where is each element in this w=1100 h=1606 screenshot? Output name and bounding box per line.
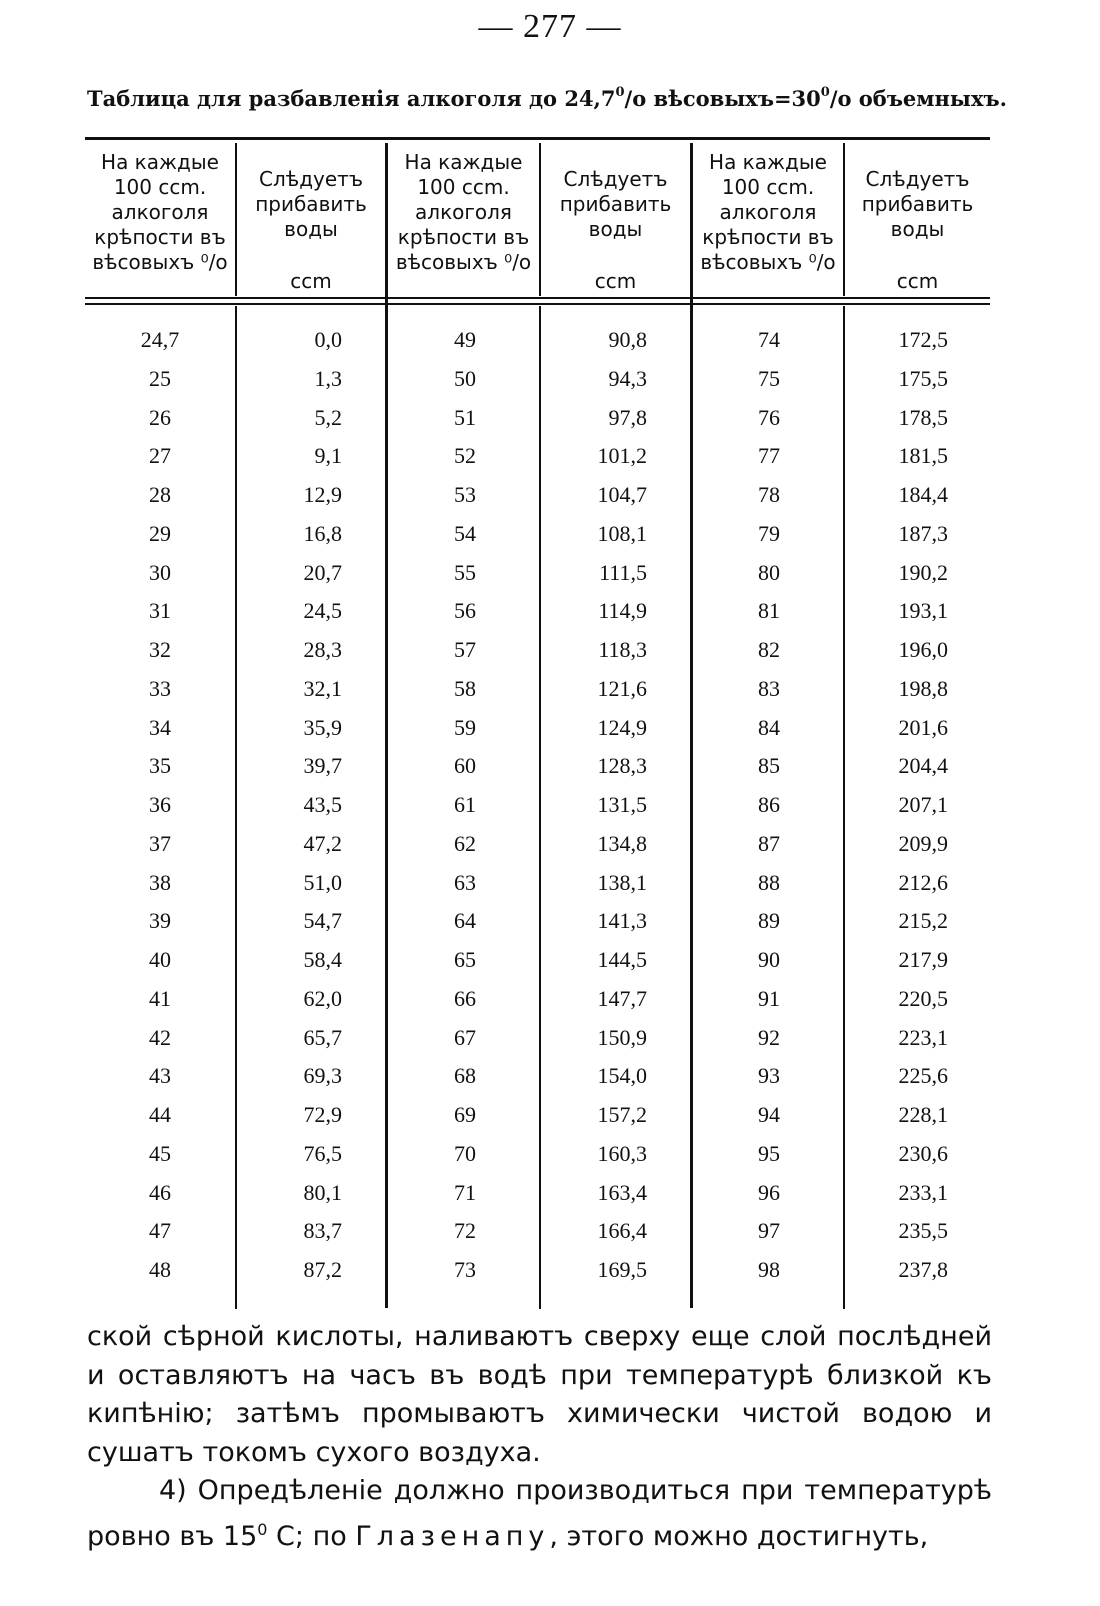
author-name: Глазенапу (355, 1520, 550, 1552)
water-cell: 16,8 (303, 520, 342, 546)
strength-cell: 28 (149, 482, 171, 507)
percent-superscript: 0 (820, 85, 830, 100)
strength-cell: 40 (149, 947, 171, 972)
header-line: Слѣдуетъ (563, 167, 668, 191)
water-cell: 204,4 (898, 753, 948, 779)
strength-cell: 87 (758, 830, 780, 856)
strength-cell: 90 (758, 947, 780, 972)
water-cell: 230,6 (898, 1140, 948, 1166)
strength-cell: 34 (149, 714, 171, 740)
strength-cell: 65 (454, 947, 476, 972)
strength-cell: 63 (454, 869, 476, 895)
strength-cell: 85 (758, 753, 780, 779)
degree-superscript: 0 (257, 1519, 268, 1539)
water-cell: 51,0 (303, 869, 342, 895)
header-line: вѣсовыхъ ⁰/о (700, 250, 836, 274)
table-title (87, 86, 1017, 111)
water-cell: 217,9 (898, 947, 948, 972)
strength-cell: 74 (758, 327, 780, 352)
strength-cell: 53 (454, 482, 476, 507)
header-line: воды (890, 217, 945, 241)
strength-cell: 76 (758, 404, 780, 430)
strength-cell: 88 (758, 869, 780, 895)
strength-cell: 68 (454, 1063, 476, 1089)
water-column (237, 321, 342, 1290)
header-line: 100 ccm. (417, 175, 510, 199)
water-cell: 141,3 (597, 908, 647, 934)
header-line: крѣпости въ (702, 225, 834, 249)
strength-cell: 39 (149, 908, 171, 934)
strength-cell: 64 (454, 908, 476, 934)
group-divider (385, 143, 388, 1308)
strength-cell: 67 (454, 1024, 476, 1050)
strength-cell: 93 (758, 1063, 780, 1089)
strength-cell: 89 (758, 908, 780, 934)
paragraph (87, 1472, 992, 1556)
header-line: На каждые (101, 150, 219, 174)
strength-cell: 97 (758, 1218, 780, 1244)
water-cell: 184,4 (898, 482, 948, 507)
strength-cell: 57 (454, 637, 476, 662)
strength-cell: 66 (454, 985, 476, 1011)
strength-cell: 45 (149, 1140, 171, 1166)
header-line: алкоголя (111, 200, 209, 224)
water-cell: 118,3 (598, 637, 647, 662)
header-water (845, 150, 990, 296)
paragraph-text: , этого можно достигнуть, (549, 1520, 929, 1552)
table-top-rule (85, 137, 990, 140)
water-cell: 65,7 (303, 1024, 342, 1050)
strength-cell: 51 (454, 404, 476, 430)
strength-column (390, 321, 540, 1290)
header-line: 100 ccm. (721, 175, 815, 199)
water-cell: 154,0 (597, 1063, 647, 1089)
strength-cell: 49 (454, 327, 476, 352)
water-cell: 72,9 (303, 1102, 342, 1127)
strength-cell: 80 (758, 559, 780, 585)
water-cell: 87,2 (303, 1257, 342, 1282)
table-title-text-2: /о вѣсовыхъ=30 (624, 86, 821, 111)
strength-cell: 91 (758, 985, 780, 1011)
strength-cell: 32 (149, 637, 171, 662)
table-title-text-1: Таблица для разбавленія алкоголя до 24,7 (87, 86, 616, 111)
strength-column (85, 321, 235, 1290)
water-cell: 134,8 (597, 830, 647, 856)
water-cell: 69,3 (303, 1063, 342, 1089)
strength-cell: 36 (149, 792, 171, 817)
water-cell: 181,5 (898, 443, 948, 469)
header-line: Слѣдуетъ (865, 167, 970, 191)
water-cell: 108,1 (597, 520, 647, 546)
water-cell: 83,7 (303, 1218, 342, 1244)
water-cell: 20,7 (303, 559, 342, 585)
strength-cell: 82 (758, 637, 780, 662)
header-line: алкоголя (415, 200, 512, 224)
paragraph-text: C; по (267, 1520, 356, 1552)
strength-cell: 55 (454, 559, 476, 585)
water-cell: 32,1 (303, 675, 342, 701)
strength-cell: 98 (758, 1257, 780, 1282)
water-cell: 28,3 (303, 637, 342, 662)
strength-cell: 75 (758, 365, 780, 391)
header-line: прибавить (559, 192, 672, 216)
water-column (845, 321, 948, 1290)
strength-cell: 58 (454, 675, 476, 701)
strength-cell: 48 (149, 1257, 171, 1282)
table-title-text-3: /о объемныхъ. (829, 86, 1007, 111)
strength-cell: 73 (454, 1257, 476, 1282)
strength-cell: 84 (758, 714, 780, 740)
water-cell: 201,6 (898, 714, 948, 740)
water-cell: 43,5 (303, 792, 342, 817)
header-strength (693, 150, 843, 296)
header-unit: ccm (290, 269, 332, 293)
water-cell: 187,3 (898, 520, 948, 546)
water-cell: 172,5 (898, 327, 948, 352)
strength-cell: 46 (149, 1179, 171, 1205)
water-cell: 76,5 (303, 1140, 342, 1166)
header-line: воды (588, 217, 643, 241)
strength-column (693, 321, 845, 1290)
water-cell: 47,2 (303, 830, 342, 856)
water-cell: 90,8 (608, 327, 647, 352)
water-cell: 190,2 (898, 559, 948, 585)
header-line: Слѣдуетъ (259, 167, 363, 191)
water-cell: 62,0 (303, 985, 342, 1011)
water-cell: 128,3 (597, 753, 647, 779)
water-cell: 233,1 (898, 1179, 948, 1205)
strength-cell: 27 (149, 443, 171, 469)
strength-cell: 35 (149, 753, 171, 779)
header-line: воды (284, 217, 338, 241)
header-water (541, 150, 690, 296)
water-cell: 212,6 (898, 869, 948, 895)
strength-cell: 60 (454, 753, 476, 779)
water-cell: 175,5 (898, 365, 948, 391)
water-cell: 209,9 (898, 830, 948, 856)
header-line: крѣпости въ (94, 225, 226, 249)
water-cell: 144,5 (597, 947, 647, 972)
water-cell: 196,0 (898, 637, 948, 662)
water-cell: 1,3 (314, 365, 342, 391)
strength-cell: 92 (758, 1024, 780, 1050)
water-cell: 5,2 (314, 404, 342, 430)
strength-cell: 62 (454, 830, 476, 856)
header-line: вѣсовыхъ ⁰/о (395, 250, 532, 274)
strength-cell: 50 (454, 365, 476, 391)
water-cell: 150,9 (597, 1024, 647, 1050)
header-strength (85, 150, 235, 296)
strength-cell: 77 (758, 443, 780, 469)
strength-cell: 24,7 (140, 327, 180, 352)
water-cell: 220,5 (898, 985, 948, 1011)
strength-cell: 95 (758, 1140, 780, 1166)
water-cell: 193,1 (898, 598, 948, 624)
water-cell: 198,8 (898, 675, 948, 701)
water-cell: 104,7 (597, 482, 647, 507)
header-water (237, 150, 385, 296)
water-cell: 228,1 (898, 1102, 948, 1127)
strength-cell: 26 (149, 404, 171, 430)
strength-cell: 41 (149, 985, 171, 1011)
water-cell: 101,2 (597, 443, 647, 469)
strength-cell: 61 (454, 792, 476, 817)
page-number: — 277 — (478, 8, 622, 45)
strength-cell: 83 (758, 675, 780, 701)
strength-cell: 43 (149, 1063, 171, 1089)
water-cell: 160,3 (597, 1140, 647, 1166)
strength-cell: 25 (149, 365, 171, 391)
strength-cell: 78 (758, 482, 780, 507)
paragraph-text: 4) Опредѣленіе должно производиться при температурѣ ровно въ 15 (87, 1475, 992, 1552)
header-line: вѣсовыхъ ⁰/о (92, 250, 228, 274)
water-cell: 54,7 (303, 908, 342, 934)
strength-cell: 29 (149, 520, 171, 546)
water-cell: 39,7 (303, 753, 342, 779)
water-cell: 138,1 (597, 869, 647, 895)
water-cell: 225,6 (898, 1063, 948, 1089)
water-cell: 166,4 (597, 1218, 647, 1244)
header-bottom-rule (85, 297, 990, 299)
water-cell: 58,4 (303, 947, 342, 972)
strength-cell: 72 (454, 1218, 476, 1244)
paragraph: ской сѣрной кислоты, наливаютъ сверху еще слой послѣдней и оставляютъ на часъ въ водѣ при температурѣ близкой къ кипѣнію; затѣмъ промываютъ химически чистой водою и сушатъ токомъ сухого воздуха. (87, 1321, 992, 1468)
water-cell: 111,5 (599, 559, 647, 585)
strength-cell: 42 (149, 1024, 171, 1050)
strength-cell: 37 (149, 830, 171, 856)
strength-cell: 30 (149, 559, 171, 585)
header-line: На каждые (709, 150, 827, 174)
body-text (87, 1318, 992, 1556)
header-unit: ccm (896, 269, 939, 293)
water-cell: 9,1 (314, 443, 342, 469)
water-cell: 35,9 (303, 714, 342, 740)
header-line: крѣпости въ (397, 225, 530, 249)
header-bottom-rule (85, 303, 990, 305)
water-cell: 157,2 (597, 1102, 647, 1127)
header-strength (388, 150, 539, 296)
strength-cell: 79 (758, 520, 780, 546)
strength-cell: 71 (454, 1179, 476, 1205)
water-cell: 237,8 (898, 1257, 948, 1282)
water-cell: 114,9 (598, 598, 647, 624)
water-cell: 178,5 (898, 404, 948, 430)
header-line: На каждые (404, 150, 523, 174)
strength-cell: 59 (454, 714, 476, 740)
water-cell: 147,7 (597, 985, 647, 1011)
strength-cell: 44 (149, 1102, 171, 1127)
percent-superscript: 0 (615, 85, 625, 100)
strength-cell: 56 (454, 598, 476, 624)
header-line: прибавить (861, 192, 974, 216)
water-cell: 121,6 (597, 675, 647, 701)
water-cell: 97,8 (608, 404, 647, 430)
water-cell: 131,5 (597, 792, 647, 817)
strength-cell: 96 (758, 1179, 780, 1205)
water-cell: 0,0 (314, 327, 342, 352)
water-cell: 235,5 (898, 1218, 948, 1244)
water-cell: 94,3 (608, 365, 647, 391)
water-cell: 80,1 (303, 1179, 342, 1205)
strength-cell: 69 (454, 1102, 476, 1127)
water-cell: 163,4 (597, 1179, 647, 1205)
water-cell: 24,5 (303, 598, 342, 624)
strength-cell: 86 (758, 792, 780, 817)
header-unit: ccm (594, 269, 637, 293)
water-cell: 215,2 (898, 908, 948, 934)
strength-cell: 33 (149, 675, 171, 701)
water-cell: 169,5 (597, 1257, 647, 1282)
water-cell: 124,9 (597, 714, 647, 740)
strength-cell: 70 (454, 1140, 476, 1166)
strength-cell: 38 (149, 869, 171, 895)
water-cell: 207,1 (898, 792, 948, 817)
strength-cell: 54 (454, 520, 476, 546)
header-line: алкоголя (719, 200, 817, 224)
strength-cell: 47 (149, 1218, 171, 1244)
strength-cell: 94 (758, 1102, 780, 1127)
water-column (541, 321, 647, 1290)
strength-cell: 31 (149, 598, 171, 624)
header-line: прибавить (255, 192, 367, 216)
water-cell: 12,9 (303, 482, 342, 507)
strength-cell: 52 (454, 443, 476, 469)
water-cell: 223,1 (898, 1024, 948, 1050)
strength-cell: 81 (758, 598, 780, 624)
header-line: 100 ccm. (113, 175, 207, 199)
